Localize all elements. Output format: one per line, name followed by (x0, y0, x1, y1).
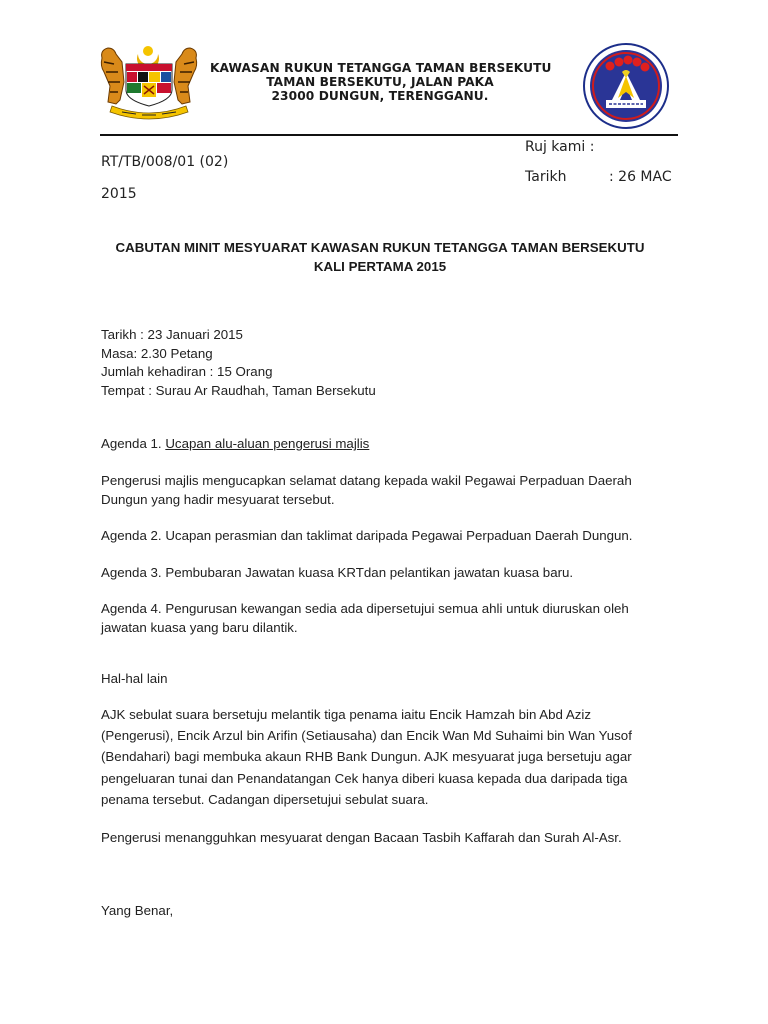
agenda-1-body: Pengerusi majlis mengucapkan selamat datang kepada wakil Pegawai Perpaduan Daerah Dungun yang hadir mesyuarat tersebut. (101, 473, 632, 507)
meeting-venue: Tempat : Surau Ar Raudhah, Taman Bersekutu (101, 382, 376, 398)
org-postcode-line: 23000 DUNGUN, TERENGGANU. (271, 89, 489, 103)
reference-year: 2015 (101, 186, 137, 202)
document-title (100, 238, 660, 276)
title-line-1: CABUTAN MINIT MESYUARAT KAWASAN RUKUN TETANGGA TAMAN BERSEKUTU (115, 240, 645, 255)
org-address-line: TAMAN BERSEKUTU, JALAN PAKA (266, 75, 494, 89)
meeting-time: Masa: 2.30 Petang (101, 345, 213, 361)
title-line-2: KALI PERTAMA 2015 (313, 259, 447, 274)
agenda-2: Agenda 2. Ucapan perasmian dan taklimat daripada Pegawai Perpaduan Daerah Dungun. (101, 528, 633, 543)
reference-number: RT/TB/008/01 (02) (101, 154, 229, 170)
meeting-attendance: Jumlah kehadiran : 15 Orang (101, 364, 273, 379)
agenda-3: Agenda 3. Pembubaran Jawatan kuasa KRTdan pelantikan jawatan kuasa baru. (101, 565, 574, 580)
meeting-info (101, 326, 661, 400)
header-divider (100, 134, 678, 136)
tarikh-value: : 26 MAC (609, 169, 672, 185)
meeting-date: Tarikh : 23 Januari 2015 (101, 327, 243, 342)
agenda-4: Agenda 4. Pengurusan kewangan sedia ada dipersetujui semua ahli untuk diuruskan oleh jawatan kuasa yang baru dilantik. (101, 601, 629, 635)
org-name: KAWASAN RUKUN TETANGGA TAMAN BERSEKUTU (210, 61, 552, 75)
ruj-kami-label: Ruj kami : (525, 139, 595, 155)
agenda-1-title: Ucapan alu-aluan pengerusi majlis (165, 436, 370, 451)
agenda-1 (101, 435, 661, 454)
coat-of-arms-logo (96, 42, 202, 120)
agenda-1-prefix: Agenda 1. (101, 436, 166, 451)
tarikh-label: Tarikh (525, 169, 567, 185)
other-matters-body: AJK sebulat suara bersetuju melantik tiga penama iaitu Encik Hamzah bin Abd Aziz (Pengerusi), Encik Arzul bin Arifin (Setiausaha) dan Encik Wan Md Suhaimi bin Wan Yusof (Bendahari) bagi membuka akaun RHB Bank Dungun. AJK mesyuarat juga bersetuju agar pengeluaran tunai dan Penandatangan Cek hanya diberi kuasa kepada dua daripada tiga penama tersebut. Cadangan dipersetujui sebulat suara. (101, 707, 632, 807)
sign-off: Yang Benar, (101, 903, 174, 918)
adjournment-note: Pengerusi menangguhkan mesyuarat dengan Bacaan Tasbih Kaffarah dan Surah Al-Asr. (101, 830, 622, 845)
organization-address-block (210, 61, 550, 103)
rukun-tetangga-logo (582, 42, 670, 130)
other-matters-heading: Hal-hal lain (101, 671, 168, 686)
